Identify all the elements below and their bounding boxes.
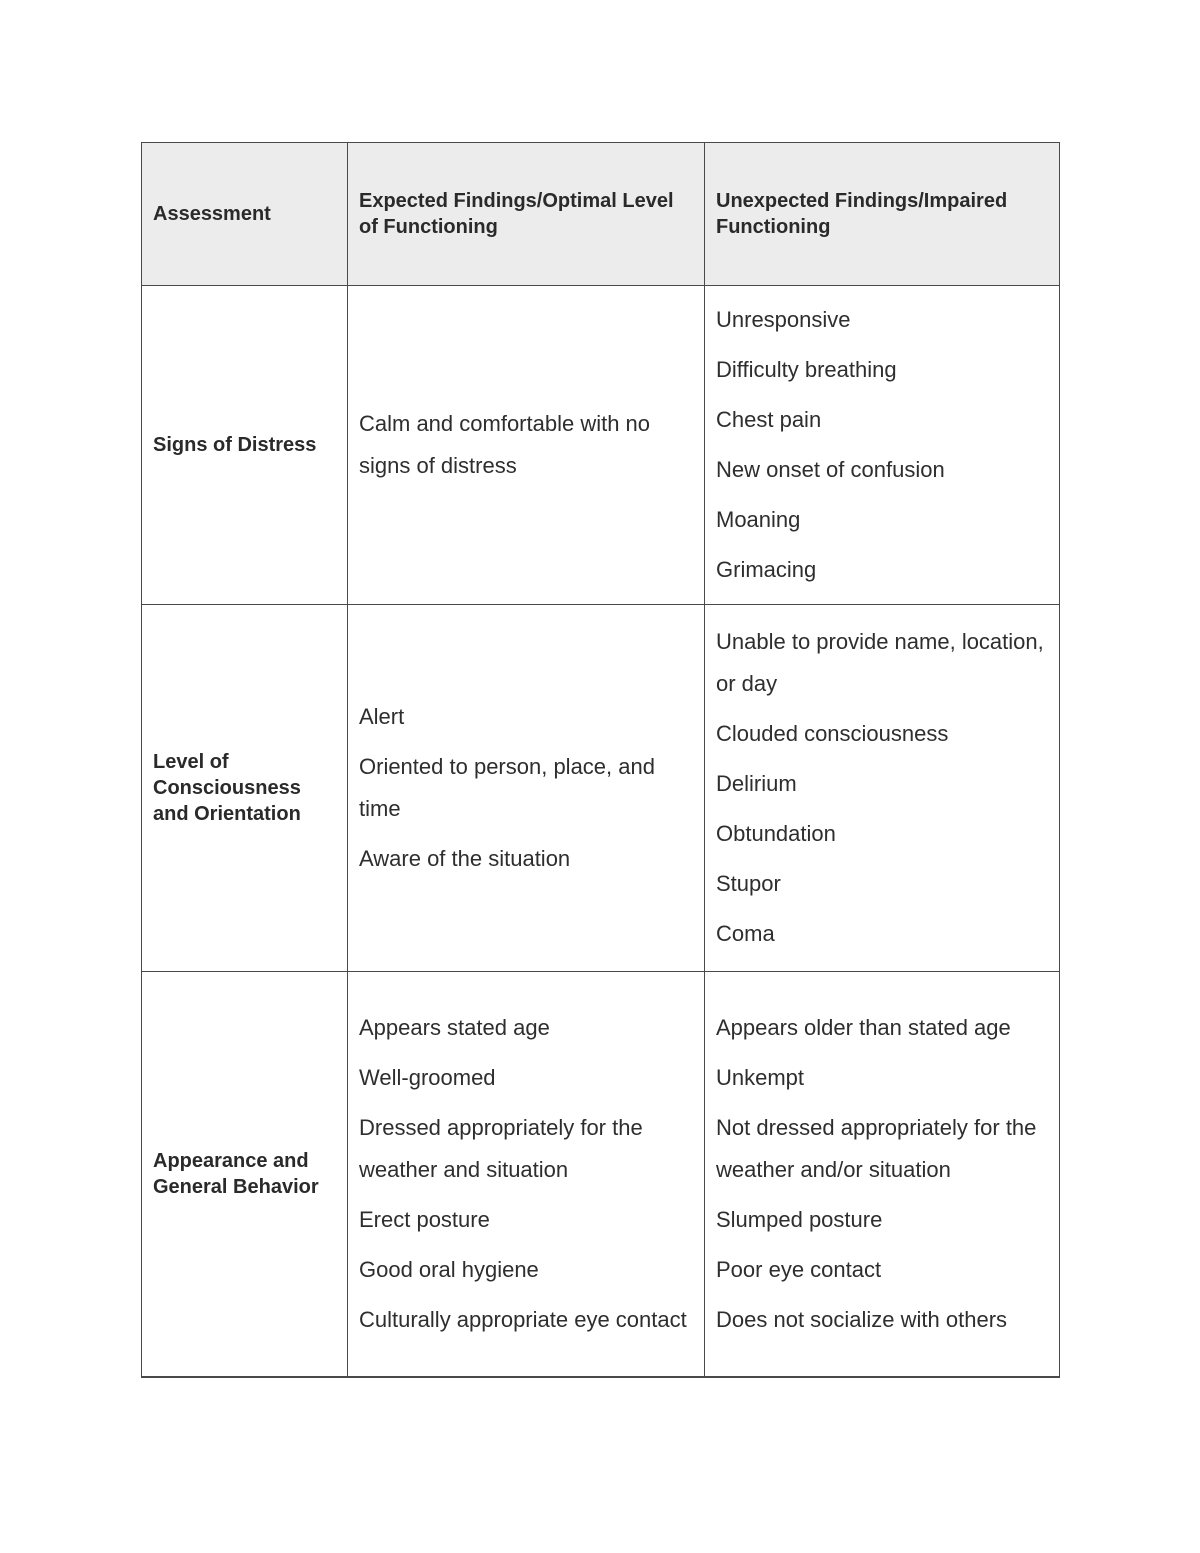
- table-row: [142, 972, 1060, 1378]
- list-item: Well-groomed: [359, 1065, 496, 1090]
- list-item: Clouded consciousness: [716, 721, 949, 746]
- assessment-label: Signs of Distress: [142, 286, 348, 605]
- list-item: Appears stated age: [359, 1015, 550, 1040]
- header-unexpected-findings: Unexpected Findings/Impaired Functioning: [705, 143, 1060, 286]
- unexpected-findings-cell: [705, 972, 1060, 1378]
- list-item: Dressed appropriately for the weather and situation: [359, 1115, 643, 1182]
- list-item: Coma: [716, 921, 775, 946]
- list-item: Good oral hygiene: [359, 1257, 539, 1282]
- table-header-row: [142, 143, 1060, 286]
- expected-findings-cell: [348, 972, 705, 1378]
- list-item: Calm and comfortable with no signs of distress: [359, 411, 651, 478]
- list-item: Difficulty breathing: [716, 357, 897, 382]
- list-item: Stupor: [716, 871, 781, 896]
- list-item: Oriented to person, place, and time: [359, 754, 655, 821]
- assessment-label: Level of Consciousness and Orientation: [142, 605, 348, 972]
- header-expected-findings: Expected Findings/Optimal Level of Functioning: [348, 143, 705, 286]
- list-item: Aware of the situation: [359, 846, 571, 871]
- table-row: [142, 605, 1060, 972]
- list-item: Does not socialize with others: [716, 1307, 1008, 1332]
- list-item: Unresponsive: [716, 307, 851, 332]
- list-item: Unable to provide name, location, or day: [716, 629, 1044, 696]
- list-item: Unkempt: [716, 1065, 805, 1090]
- unexpected-findings-cell: [705, 605, 1060, 972]
- list-item: New onset of confusion: [716, 457, 945, 482]
- list-item: Moaning: [716, 507, 801, 532]
- list-item: Obtundation: [716, 821, 836, 846]
- list-item: Delirium: [716, 771, 797, 796]
- assessment-table: [141, 142, 1060, 1378]
- unexpected-findings-cell: [705, 286, 1060, 605]
- expected-findings-cell: [348, 286, 705, 605]
- list-item: Grimacing: [716, 557, 817, 582]
- table-row: [142, 286, 1060, 605]
- list-item: Appears older than stated age: [716, 1015, 1011, 1040]
- list-item: Chest pain: [716, 407, 822, 432]
- assessment-label: Appearance and General Behavior: [142, 972, 348, 1378]
- list-item: Culturally appropriate eye contact: [359, 1307, 687, 1332]
- header-assessment: Assessment: [142, 143, 348, 286]
- list-item: Not dressed appropriately for the weather and/or situation: [716, 1115, 1037, 1182]
- list-item: Slumped posture: [716, 1207, 883, 1232]
- list-item: Alert: [359, 704, 405, 729]
- expected-findings-cell: [348, 605, 705, 972]
- list-item: Poor eye contact: [716, 1257, 882, 1282]
- list-item: Erect posture: [359, 1207, 490, 1232]
